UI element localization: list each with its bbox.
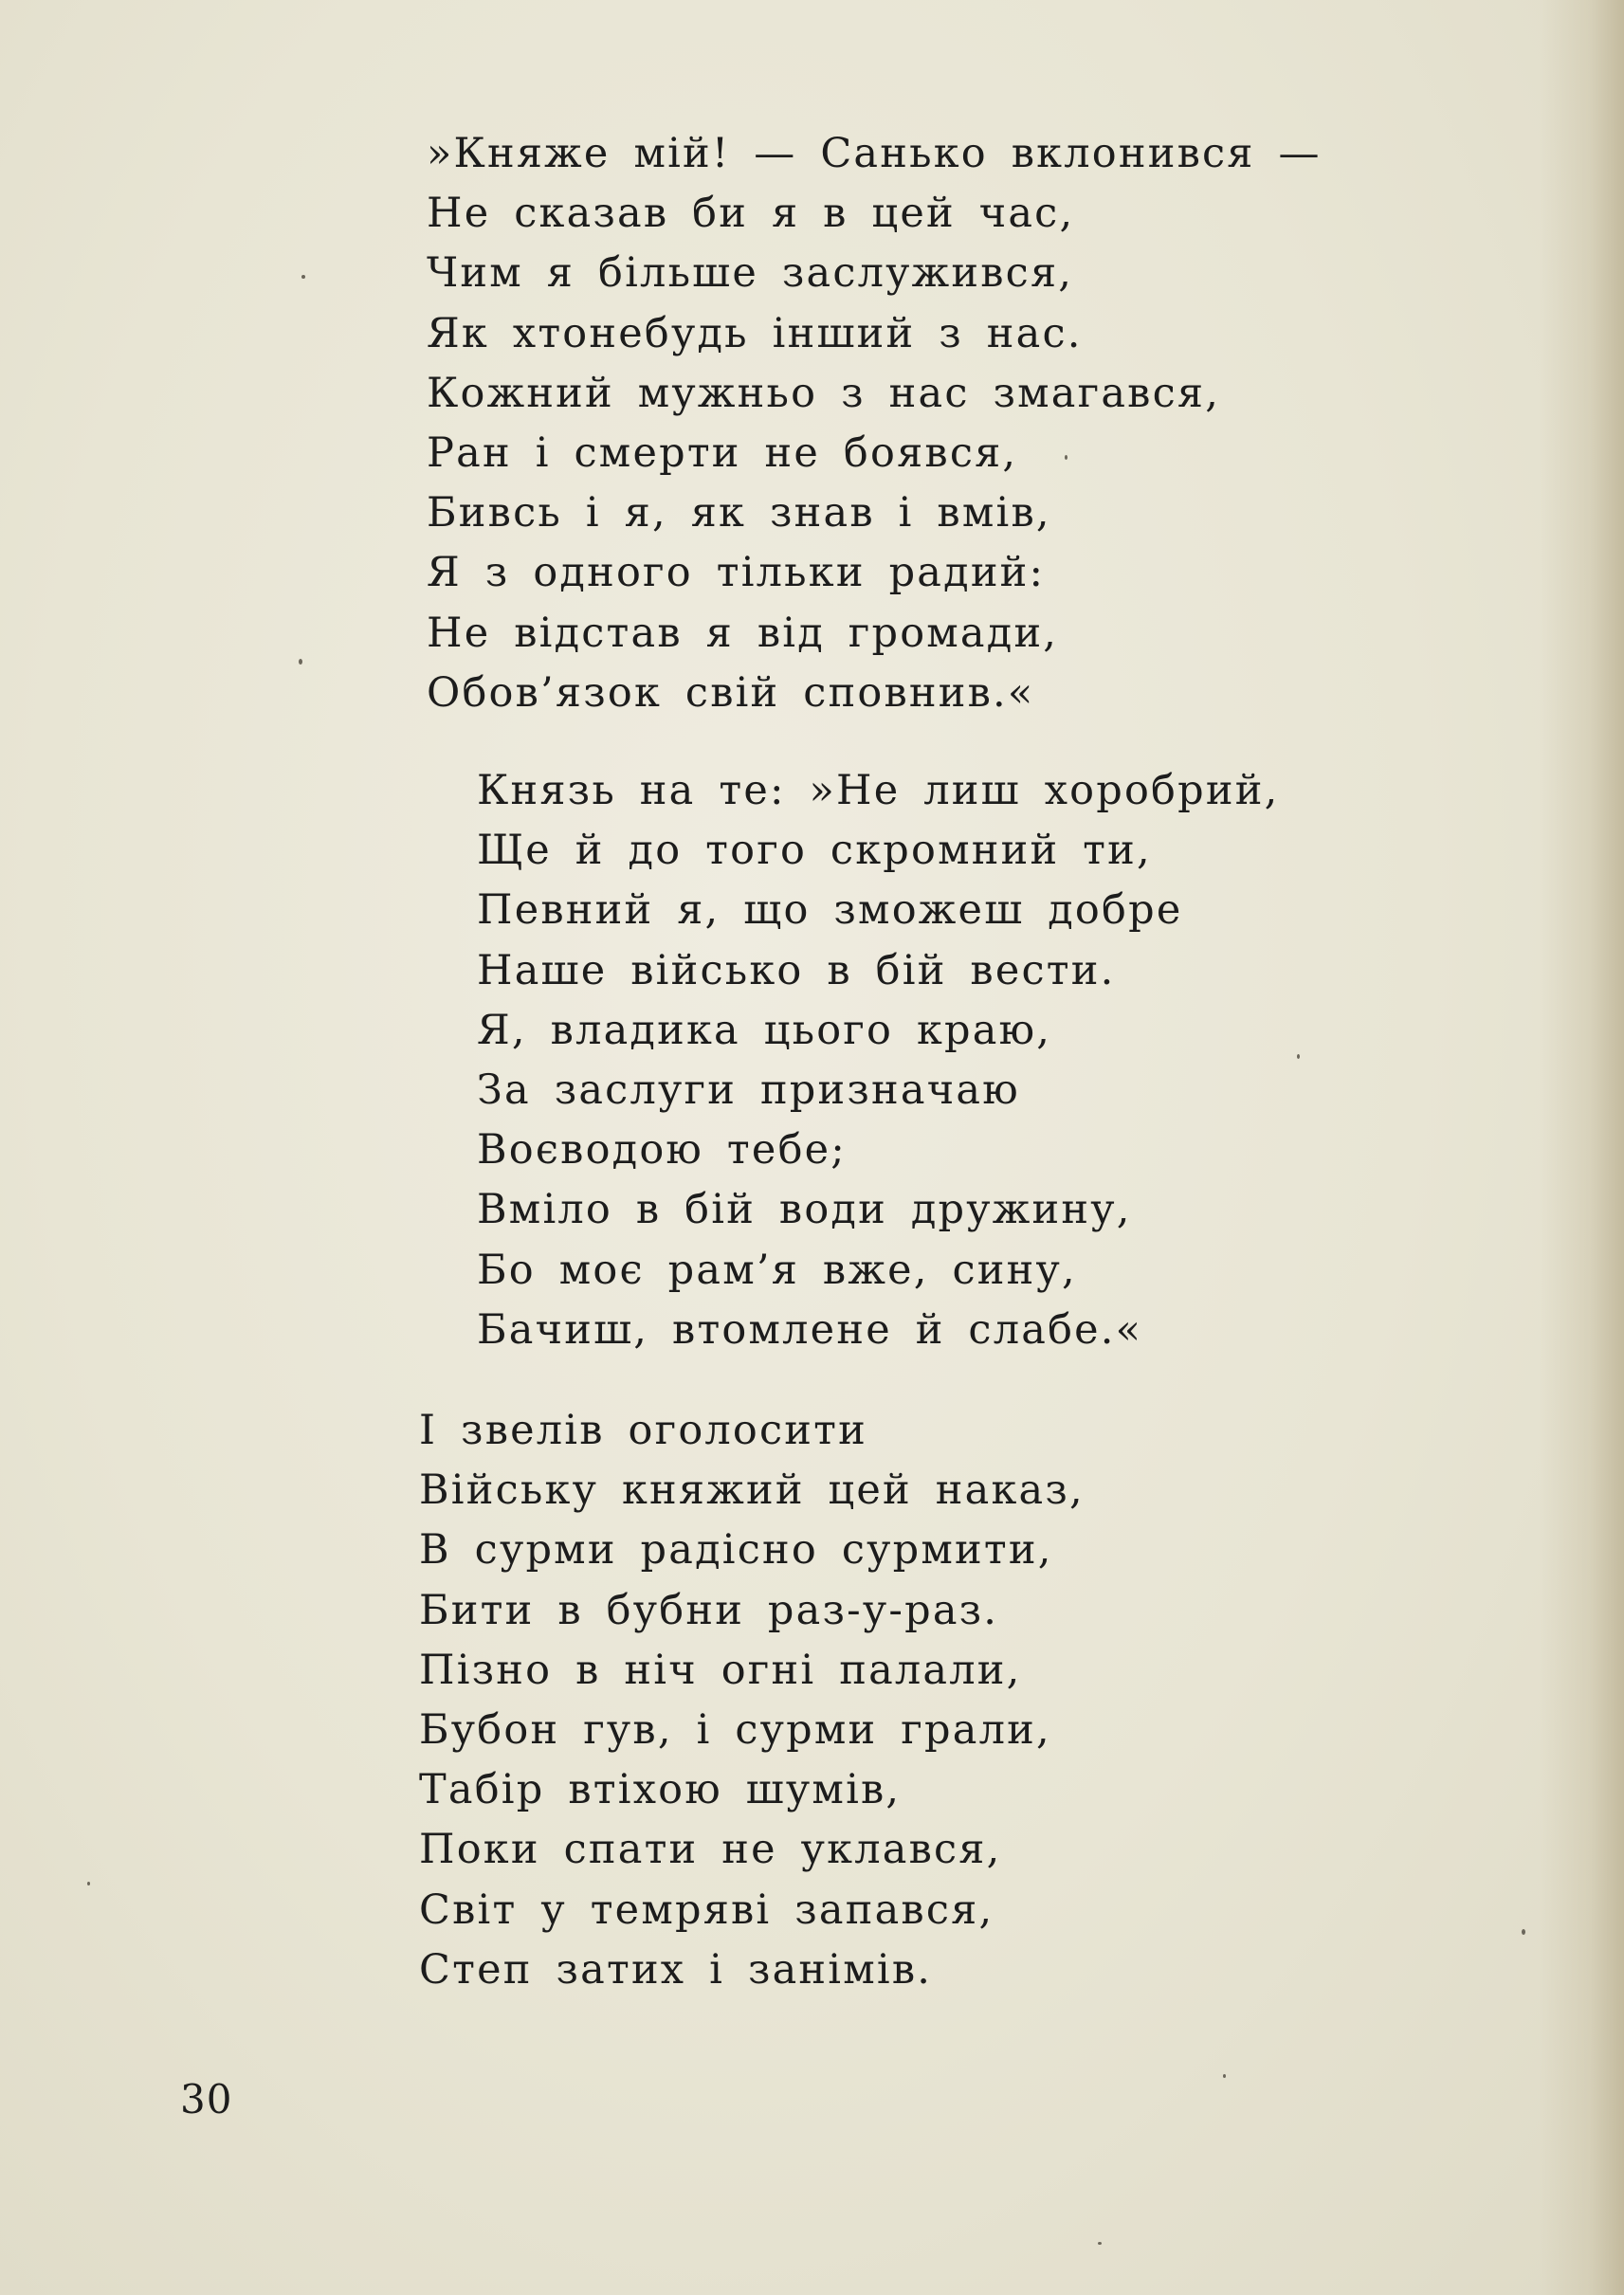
poem-stanza-1 <box>427 124 1322 723</box>
page-edge-shadow <box>1539 0 1624 2295</box>
poem-stanza-2 <box>477 761 1279 1360</box>
paper-speck <box>1098 2242 1102 2245</box>
paper-speck <box>1522 1929 1525 1935</box>
poem-line: Світ у темряві запався, <box>419 1885 994 1934</box>
paper-speck <box>299 659 302 665</box>
poem-line: Степ затих і занімів. <box>419 1945 933 1994</box>
poem-line: За заслуги призначаю <box>477 1066 1020 1114</box>
poem-line: Обов’язок свій сповнив.« <box>427 668 1035 717</box>
poem-line: Бивсь і я, як знав і вмів, <box>427 489 1051 537</box>
paper-speck <box>1065 455 1067 460</box>
poem-line: Бити в бубни раз-у-раз. <box>419 1586 999 1634</box>
poem-line: І звелів оголосити <box>419 1407 868 1454</box>
poem-line: Війську княжий цей наказ, <box>419 1466 1085 1515</box>
poem-line: Воєводою тебе; <box>477 1126 847 1175</box>
poem-line: Кожний мужньо з нас змагався, <box>427 369 1221 417</box>
poem-line: В сурми радісно сурмити, <box>419 1526 1053 1575</box>
poem-line: Вміло в бій води дружину, <box>477 1186 1132 1234</box>
poem-line: Не відстав я від громади, <box>427 609 1059 657</box>
paper-speck <box>1297 1054 1300 1059</box>
poem-stanza-3 <box>419 1401 1085 2000</box>
poem-line: Бубон гув, і сурми грали, <box>419 1705 1051 1754</box>
poem-line: »Княже мій! — Санько вклонився — <box>427 130 1322 177</box>
poem-line: Бачиш, втомлене й слабе.« <box>477 1305 1143 1354</box>
paper-speck <box>301 275 305 279</box>
poem-line: Наше військо в бій вести. <box>477 946 1116 994</box>
poem-line: Пізно в ніч огні палали, <box>419 1646 1022 1694</box>
poem-line: Ще й до того скромний ти, <box>477 827 1152 875</box>
paper-speck <box>87 1882 90 1885</box>
poem-line: Ран і смерти не боявся, <box>427 428 1018 477</box>
poem-line: Поки спати не уклався, <box>419 1826 1002 1874</box>
poem-line: Табір втіхою шумів, <box>419 1766 902 1814</box>
paper-speck <box>1223 2074 1226 2078</box>
poem-line: Князь на те: »Не лиш хоробрий, <box>477 767 1280 814</box>
poem-line: Я, владика цього краю, <box>477 1006 1052 1054</box>
poem-line: Бо моє рам’я вже, сину, <box>477 1246 1077 1294</box>
poem-line: Певний я, що зможеш добре <box>477 886 1183 935</box>
poem-line: Як хтонебудь інший з нас. <box>427 309 1083 357</box>
page-number: 30 <box>180 2076 233 2122</box>
poem-line: Чим я більше заслужився, <box>427 249 1074 298</box>
poem-line: Я з одного тільки радий: <box>427 549 1046 597</box>
poem-line: Не сказав би я в цей час, <box>427 190 1075 238</box>
